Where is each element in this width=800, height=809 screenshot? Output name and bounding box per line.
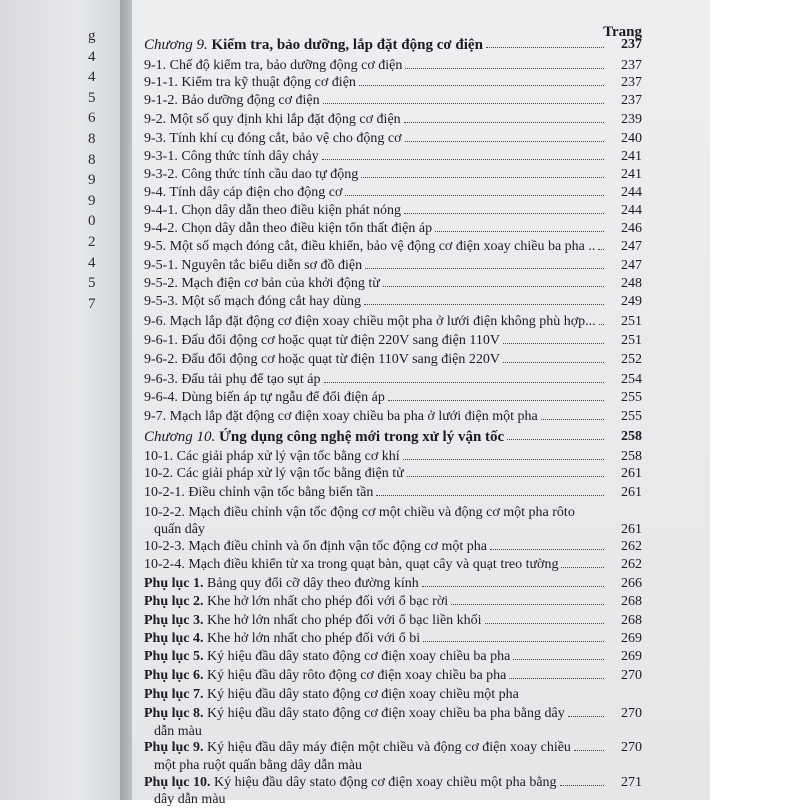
toc-entry-label bbox=[144, 111, 401, 129]
toc-entry-label bbox=[144, 556, 558, 574]
toc-page-number: 269 bbox=[621, 649, 642, 664]
toc-entry-label bbox=[144, 686, 519, 704]
toc-leader-dots bbox=[405, 141, 604, 142]
toc-entry-row bbox=[144, 74, 642, 92]
toc-leader-dots bbox=[560, 785, 604, 786]
toc-leader-dots bbox=[322, 159, 604, 160]
toc-entry-label bbox=[144, 351, 500, 369]
left-page-digit: 2 bbox=[88, 234, 96, 250]
left-page bbox=[0, 0, 132, 800]
toc-entry-text: 9-6-1. Đấu đổi động cơ hoặc quạt từ điện 220V sang điện 110V bbox=[144, 333, 500, 348]
toc-entry-row bbox=[144, 148, 642, 166]
left-page-digit: 6 bbox=[88, 110, 96, 127]
toc-entry-text: Khe hở lớn nhất cho phép đối với ổ bạc rời bbox=[207, 594, 449, 609]
toc-appendix-number: Phụ lục 1. bbox=[144, 576, 204, 591]
toc-entry-row bbox=[144, 791, 642, 809]
left-page-digit: 4 bbox=[88, 48, 96, 65]
left-page-digit: g bbox=[88, 28, 96, 44]
toc-entry-row bbox=[144, 630, 642, 648]
toc-entry-row bbox=[144, 166, 642, 184]
toc-leader-dots bbox=[485, 623, 604, 624]
toc-entry-label bbox=[144, 389, 385, 407]
toc-entry-text: 10-2-2. Mạch điều chỉnh vận tốc động cơ một chiều và động cơ một pha rôto bbox=[144, 505, 575, 520]
toc-entry-label bbox=[144, 630, 420, 648]
toc-page-number: 262 bbox=[621, 557, 642, 572]
toc-appendix-number: Phụ lục 2. bbox=[144, 594, 204, 609]
toc-leader-dots bbox=[435, 231, 604, 232]
toc-page-number: 247 bbox=[621, 258, 642, 273]
toc-leader-dots bbox=[561, 567, 604, 568]
toc-entry-text: 10-2-4. Mạch điều khiển từ xa trong quạt bàn, quạt cây và quạt treo tường bbox=[144, 557, 559, 572]
toc-entry-label bbox=[144, 57, 402, 75]
toc-entry-row bbox=[144, 648, 642, 666]
page-column-header: Trang bbox=[603, 24, 642, 40]
toc-page-number: 270 bbox=[621, 706, 642, 721]
toc-page-number: 261 bbox=[621, 522, 642, 537]
toc-entry-text: 9-3-2. Công thức tính cầu dao tự động bbox=[144, 167, 359, 182]
toc-entry-text: 9-5-3. Một số mạch đóng cắt hay dùng bbox=[144, 294, 361, 309]
toc-page-number: 261 bbox=[621, 466, 642, 481]
toc-leader-dots bbox=[503, 362, 604, 363]
toc-entry-row bbox=[144, 111, 642, 129]
toc-entry-label bbox=[144, 448, 400, 466]
toc-page-number: 255 bbox=[621, 409, 642, 424]
toc-entry-row bbox=[144, 332, 642, 350]
toc-page-number: 249 bbox=[621, 294, 642, 309]
toc-leader-dots bbox=[503, 343, 604, 344]
toc-entry-row bbox=[144, 257, 642, 275]
toc-chapter-number: Chương 9. bbox=[144, 37, 208, 53]
toc-entry-label bbox=[144, 739, 571, 757]
toc-page-number: 266 bbox=[621, 576, 642, 591]
toc-entry-row bbox=[144, 448, 642, 466]
toc-page-number: 248 bbox=[621, 276, 642, 291]
toc-entry-label bbox=[144, 371, 321, 389]
left-page-digit: 9 bbox=[88, 172, 96, 189]
toc-page-number: 258 bbox=[621, 429, 642, 444]
toc-entry-text: 9-1. Chế độ kiểm tra, bảo dưỡng động cơ điện bbox=[144, 58, 403, 73]
toc-page-number: 240 bbox=[621, 131, 642, 146]
toc-entry-row bbox=[144, 202, 642, 220]
toc-page-number: 251 bbox=[621, 314, 642, 329]
toc-entry-label bbox=[144, 220, 432, 238]
toc-entry-row bbox=[144, 465, 642, 483]
toc-entry-label bbox=[144, 612, 482, 630]
toc-entry-row bbox=[144, 774, 642, 792]
toc-leader-dots bbox=[359, 85, 604, 86]
toc-leader-dots bbox=[599, 324, 604, 325]
toc-entry-row bbox=[144, 538, 642, 556]
toc-entry-row bbox=[144, 389, 642, 407]
toc-appendix-number: Phụ lục 9. bbox=[144, 740, 204, 755]
toc-leader-dots bbox=[403, 459, 604, 460]
toc-entry-row bbox=[144, 593, 642, 611]
toc-leader-dots bbox=[507, 439, 604, 440]
toc-chapter-heading bbox=[144, 428, 504, 446]
toc-leader-dots bbox=[365, 268, 604, 269]
toc-entry-label bbox=[154, 521, 205, 539]
toc-entry-label bbox=[144, 593, 448, 611]
left-page-digit: 5 bbox=[88, 89, 96, 106]
toc-leader-dots bbox=[405, 68, 604, 69]
toc-page-number: 244 bbox=[621, 185, 642, 200]
toc-page-number: 254 bbox=[621, 372, 642, 387]
toc-leader-dots bbox=[513, 659, 604, 660]
toc-chapter-title: Ứng dụng công nghệ mới trong xử lý vận tốc bbox=[218, 429, 505, 445]
toc-page-number: 246 bbox=[621, 221, 642, 236]
left-page-digit: 4 bbox=[88, 254, 96, 271]
toc-appendix-number: Phụ lục 10. bbox=[144, 775, 211, 790]
toc-entry-row bbox=[144, 739, 642, 757]
toc-entry-label bbox=[144, 238, 595, 256]
toc-chapter-title: Kiểm tra, bảo dưỡng, lắp đặt động cơ điện bbox=[211, 37, 483, 53]
toc-page-number: 251 bbox=[621, 333, 642, 348]
toc-leader-dots bbox=[598, 249, 604, 250]
toc-leader-dots bbox=[541, 419, 604, 420]
left-page-digit: 0 bbox=[88, 213, 96, 230]
toc-entry-text: 9-4-1. Chọn dây dẫn theo điều kiện phát nóng bbox=[144, 203, 402, 218]
toc-entry-text: Ký hiệu đầu dây stato động cơ điện xoay chiều một pha bbox=[207, 687, 519, 702]
toc-entry-label bbox=[144, 148, 319, 166]
left-page-digit: 7 bbox=[88, 295, 96, 312]
toc-entry-text: Khe hở lớn nhất cho phép đối với ổ bạc liền khối bbox=[207, 613, 482, 628]
toc-entry-text: 9-1-2. Bảo dưỡng động cơ điện bbox=[144, 93, 320, 108]
toc-entry-text: 9-5-2. Mạch điện cơ bản của khởi động từ bbox=[144, 276, 380, 291]
toc-entry-label bbox=[144, 293, 361, 311]
toc-entry-label bbox=[144, 275, 380, 293]
toc-entry-row bbox=[144, 484, 642, 502]
toc-entry-label bbox=[144, 332, 500, 350]
toc-leader-dots bbox=[486, 47, 604, 48]
toc-entry-row bbox=[144, 575, 642, 593]
toc-entry-text: 9-3. Tính khí cụ đóng cắt, bảo vệ cho động cơ bbox=[144, 131, 402, 146]
toc-leader-dots bbox=[404, 122, 604, 123]
toc-entry-text: Ký hiệu đầu dây stato động cơ điện xoay chiều ba pha bbox=[207, 649, 511, 664]
toc-chapter-row bbox=[144, 36, 642, 54]
toc-page-number: 244 bbox=[621, 203, 642, 218]
toc-entry-text: 9-5-1. Nguyên tắc biểu diễn sơ đồ điện bbox=[144, 258, 363, 273]
toc-entry-label bbox=[144, 166, 358, 184]
toc-entry-label bbox=[144, 202, 401, 220]
toc-leader-dots bbox=[451, 604, 604, 605]
toc-entry-text: một pha ruột quấn bằng dây dẫn màu bbox=[154, 758, 363, 773]
toc-entry-row bbox=[144, 313, 642, 331]
toc-page-number: 255 bbox=[621, 390, 642, 405]
toc-page-number: 241 bbox=[621, 149, 642, 164]
toc-entry-text: dây dẫn màu bbox=[154, 792, 226, 807]
toc-entry-text: 9-7. Mạch lắp đặt động cơ điện xoay chiều ba pha ở lưới điện một pha bbox=[144, 409, 538, 424]
toc-page-number: 241 bbox=[621, 167, 642, 182]
toc-page-number: 258 bbox=[621, 449, 642, 464]
toc-entry-text: 9-6-4. Dùng biến áp tự ngẫu để đổi điện áp bbox=[144, 390, 385, 405]
toc-entry-text: 10-2-1. Điều chỉnh vận tốc bằng biến tần bbox=[144, 485, 374, 500]
toc-leader-dots bbox=[574, 750, 604, 751]
toc-entry-row bbox=[144, 521, 642, 539]
toc-entry-text: 9-3-1. Công thức tính dây chảy bbox=[144, 149, 319, 164]
left-page-digit: 9 bbox=[88, 192, 96, 209]
toc-entry-text: 9-4-2. Chọn dây dẫn theo điều kiện tổn thất điện áp bbox=[144, 221, 433, 236]
toc-entry-text: 9-6. Mạch lắp đặt động cơ điện xoay chiều một pha ở lưới điện không phù hợp... bbox=[144, 314, 596, 329]
toc-entry-row bbox=[144, 293, 642, 311]
toc-page-number: 262 bbox=[621, 539, 642, 554]
toc-appendix-number: Phụ lục 4. bbox=[144, 631, 204, 646]
toc-leader-dots bbox=[383, 286, 604, 287]
toc-page-number: 247 bbox=[621, 239, 642, 254]
toc-leader-dots bbox=[509, 678, 604, 679]
toc-entry-row bbox=[144, 667, 642, 685]
toc-page-number: 268 bbox=[621, 594, 642, 609]
toc-entry-label bbox=[154, 791, 226, 809]
toc-leader-dots bbox=[490, 549, 604, 550]
toc-entry-text: quấn dây bbox=[154, 522, 205, 537]
toc-leader-dots bbox=[345, 195, 604, 196]
toc-appendix-number: Phụ lục 6. bbox=[144, 668, 204, 683]
toc-page-number: 270 bbox=[621, 740, 642, 755]
toc-entry-text: Ký hiệu đầu dây rôto động cơ điện xoay chiều ba pha bbox=[207, 668, 507, 683]
toc-appendix-number: Phụ lục 5. bbox=[144, 649, 204, 664]
toc-entry-label bbox=[144, 705, 565, 723]
toc-chapter-number: Chương 10. bbox=[144, 429, 216, 445]
toc-entry-row bbox=[144, 238, 642, 256]
toc-entry-label bbox=[144, 130, 402, 148]
toc-leader-dots bbox=[388, 400, 604, 401]
toc-entry-row bbox=[144, 275, 642, 293]
toc-entry-text: Ký hiệu đầu dây stato động cơ điện xoay chiều ba pha bằng dây bbox=[207, 706, 565, 721]
left-page-digit: 8 bbox=[88, 151, 96, 168]
toc-page-number: 237 bbox=[621, 37, 642, 52]
toc-entry-text: 10-2. Các giải pháp xử lý vận tốc bằng điện tử bbox=[144, 466, 404, 481]
toc-page-number: 269 bbox=[621, 631, 642, 646]
toc-appendix-number: Phụ lục 3. bbox=[144, 613, 204, 628]
toc-entry-row bbox=[144, 184, 642, 202]
toc-entry-text: Ký hiệu đầu dây stato động cơ điện xoay chiều một pha bằng bbox=[214, 775, 557, 790]
toc-entry-label bbox=[144, 313, 596, 331]
toc-chapter-heading bbox=[144, 36, 483, 54]
toc-entry-row bbox=[144, 92, 642, 110]
toc-entry-text: Bảng quy đổi cỡ dây theo đường kính bbox=[207, 576, 419, 591]
toc-leader-dots bbox=[407, 476, 604, 477]
toc-leader-dots bbox=[364, 304, 604, 305]
toc-page-number: 237 bbox=[621, 75, 642, 90]
toc-page-number: 268 bbox=[621, 613, 642, 628]
toc-entry-label bbox=[144, 774, 557, 792]
toc-entry-row bbox=[144, 57, 642, 75]
toc-entry-label bbox=[144, 465, 404, 483]
left-page-digit: 8 bbox=[88, 131, 96, 147]
toc-entry-row bbox=[144, 556, 642, 574]
toc-entry-text: 9-4. Tính dây cáp điện cho động cơ bbox=[144, 185, 343, 200]
toc-entry-row bbox=[144, 371, 642, 389]
toc-page-number: 237 bbox=[621, 93, 642, 108]
toc-page-number: 237 bbox=[621, 58, 642, 73]
toc-entry-label bbox=[144, 504, 575, 522]
left-page-digit: 5 bbox=[88, 275, 96, 292]
toc-entry-row bbox=[144, 757, 642, 775]
toc-entry-label bbox=[144, 575, 419, 593]
toc-entry-text: dẫn màu bbox=[154, 724, 202, 739]
toc-entry-label bbox=[144, 92, 320, 110]
toc-entry-row bbox=[144, 351, 642, 369]
toc-leader-dots bbox=[361, 177, 604, 178]
toc-leader-dots bbox=[376, 495, 604, 496]
toc-entry-row bbox=[144, 220, 642, 238]
toc-entry-row bbox=[144, 130, 642, 148]
toc-entry-label bbox=[144, 648, 510, 666]
toc-entry-row bbox=[144, 612, 642, 630]
toc-leader-dots bbox=[404, 213, 604, 214]
toc-entry-text: 9-2. Một số quy định khi lắp đặt động cơ điện bbox=[144, 112, 401, 127]
toc-entry-text: 9-6-2. Đấu đổi động cơ hoặc quạt từ điện 110V sang điện 220V bbox=[144, 352, 500, 367]
left-page-digit: 4 bbox=[88, 69, 96, 86]
toc-entry-text: Ký hiệu đầu dây máy điện một chiều và động cơ điện xoay chiều bbox=[207, 740, 571, 755]
toc-entry-label bbox=[144, 408, 538, 426]
toc-entry-row bbox=[144, 408, 642, 426]
toc-entry-row bbox=[144, 686, 642, 704]
toc-leader-dots bbox=[422, 586, 604, 587]
toc-entry-label bbox=[144, 484, 373, 502]
toc-entry-label bbox=[144, 184, 342, 202]
toc-entry-text: 10-1. Các giải pháp xử lý vận tốc bằng cơ khí bbox=[144, 449, 400, 464]
toc-page-number: 239 bbox=[621, 112, 642, 127]
toc-leader-dots bbox=[423, 641, 604, 642]
toc-entry-label bbox=[144, 538, 487, 556]
right-margin bbox=[710, 0, 800, 800]
toc-leader-dots bbox=[568, 716, 604, 717]
toc-appendix-number: Phụ lục 8. bbox=[144, 706, 204, 721]
toc-chapter-row bbox=[144, 428, 642, 446]
toc-leader-dots bbox=[323, 103, 604, 104]
toc-entry-label bbox=[154, 757, 362, 775]
toc-leader-dots bbox=[324, 382, 604, 383]
toc-page-number: 271 bbox=[621, 775, 642, 790]
toc-entry-text: 10-2-3. Mạch điều chỉnh và ổn định vận tốc động cơ một pha bbox=[144, 539, 487, 554]
toc-page-number: 252 bbox=[621, 352, 642, 367]
toc-page-number: 261 bbox=[621, 485, 642, 500]
toc-entry-label bbox=[144, 667, 506, 685]
toc-entry-text: 9-6-3. Đấu tải phụ để tạo sụt áp bbox=[144, 372, 321, 387]
toc-entry-label bbox=[144, 74, 356, 92]
toc-entry-text: 9-1-1. Kiểm tra kỹ thuật động cơ điện bbox=[144, 75, 356, 90]
toc-entry-label bbox=[144, 257, 362, 275]
toc-entry-row bbox=[144, 504, 642, 522]
toc-entry-row bbox=[144, 705, 642, 723]
toc-page-number: 270 bbox=[621, 668, 642, 683]
toc-appendix-number: Phụ lục 7. bbox=[144, 687, 204, 702]
toc-entry-text: 9-5. Một số mạch đóng cắt, điều khiển, bảo vệ động cơ điện xoay chiều ba pha .. bbox=[144, 239, 596, 254]
toc-entry-text: Khe hở lớn nhất cho phép đối với ổ bi bbox=[207, 631, 421, 646]
